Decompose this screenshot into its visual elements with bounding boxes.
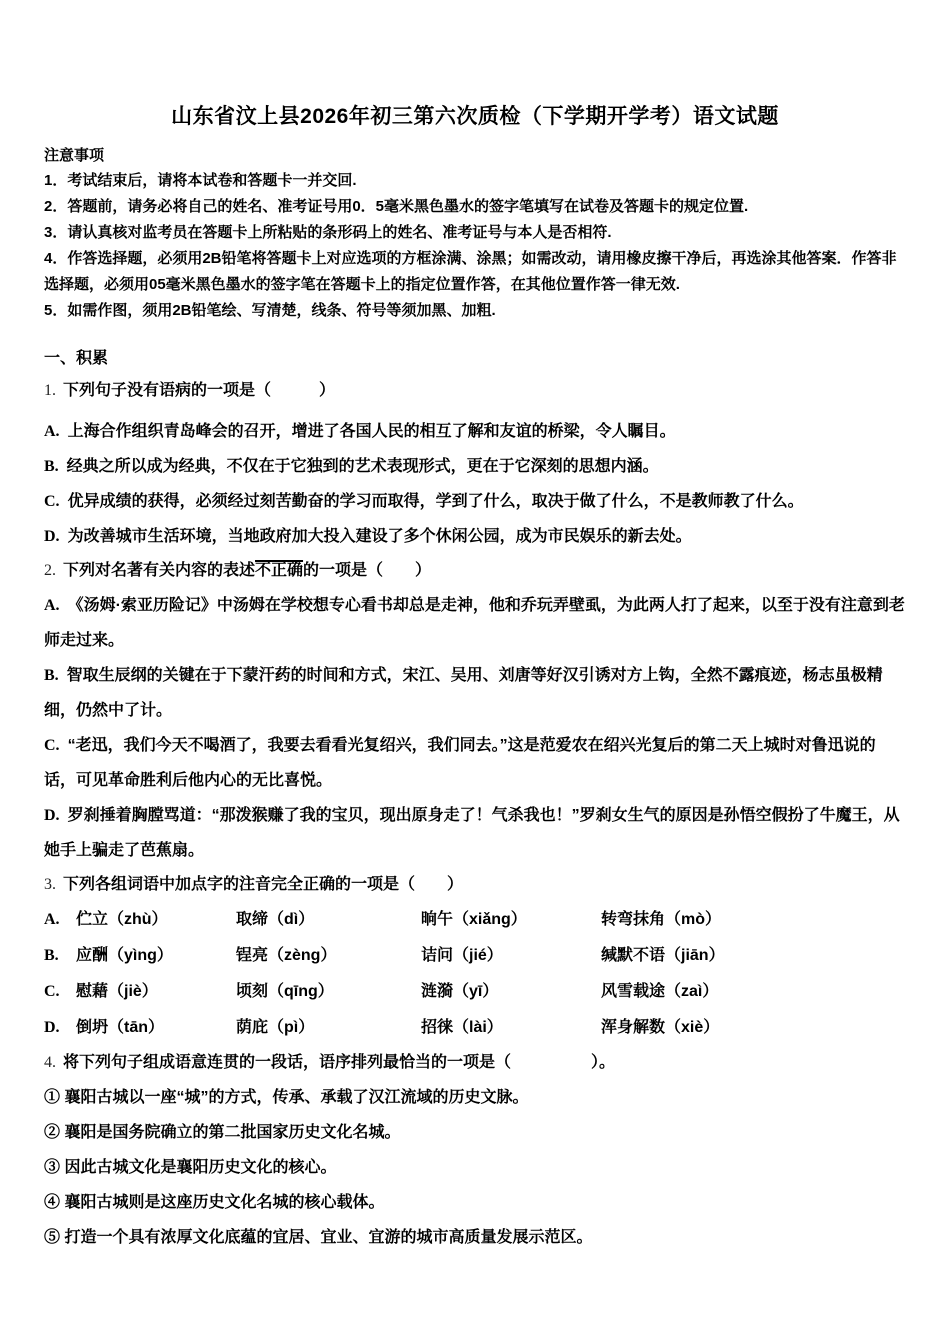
question-1-stem (44, 374, 906, 408)
question-2-option-b (44, 658, 906, 728)
pinyin-cell: 诘问（jié） (421, 947, 503, 964)
option-text: 智取生辰纲的关键在于下蒙汗药的时间和方式，宋江、吴用、刘唐等好汉引诱对方上钩，全然不露痕迹，杨志虽极精细，仍然中了计。 (44, 667, 883, 719)
row-label-c: C. (44, 983, 60, 1000)
pinyin-cell: 招徕（lài） (421, 1019, 503, 1036)
option-label-d: D. (44, 807, 60, 824)
question-3-row-c (44, 974, 906, 1010)
option-text: 优异成绩的获得，必须经过刻苦勤奋的学习而取得，学到了什么，取决于做了什么，不是教师教了什么。 (67, 493, 804, 510)
question-3-row-b (44, 938, 906, 974)
row-label-d: D. (44, 1019, 60, 1036)
row-label-a: A. (44, 911, 60, 928)
pinyin-cell: 伫立（zhù） (76, 911, 168, 928)
option-text: 罗刹捶着胸膛骂道：“那泼猴赚了我的宝贝，现出原身走了！气杀我也！”罗刹女生气的原因是孙悟空假扮了牛魔王，从她手上骗走了芭蕉扇。 (44, 807, 900, 859)
option-text: “老迅，我们今天不喝酒了，我要去看看光复绍兴，我们同去。”这是范爱农在绍兴光复后的第二天上城时对鲁迅说的话，可见革命胜利后他内心的无比喜悦。 (44, 737, 876, 789)
notice-heading: 注意事项 (44, 147, 105, 164)
option-label-b: B. (44, 458, 59, 475)
question-4-sentence-4: ④ 襄阳古城则是这座历史文化名城的核心载体。 (44, 1194, 385, 1211)
pinyin-cell: 顷刻（qīng） (236, 983, 334, 1000)
section-heading: 一、积累 (44, 350, 109, 367)
option-text: 为改善城市生活环境，当地政府加大投入建设了多个休闲公园，成为市民娱乐的新去处。 (67, 528, 692, 545)
question-3-text: 下列各组词语中加点字的注音完全正确的一项是（ ） (63, 876, 464, 893)
question-2-emphasis: 不正确 (255, 562, 304, 579)
notice-item-1: 1．考试结束后，请将本试卷和答题卡一并交回. (44, 172, 357, 189)
option-label-c: C. (44, 493, 60, 510)
pinyin-cell: 取缔（dì） (236, 911, 315, 928)
pinyin-cell: 荫庇（pì） (236, 1019, 315, 1036)
question-2-text-suffix: 的一项是（ ） (303, 562, 432, 579)
question-1-option-d (44, 519, 906, 554)
question-4-sentence-3: ③ 因此古城文化是襄阳历史文化的核心。 (44, 1159, 337, 1176)
pinyin-cell: 倒坍（tān） (76, 1019, 165, 1036)
pinyin-cell: 风雪载途（zaì） (601, 983, 719, 1000)
question-2-stem (44, 554, 906, 588)
notice-section (44, 144, 906, 324)
question-2-text-prefix: 下列对名著有关内容的表述 (63, 562, 256, 579)
option-label-a: A. (44, 597, 60, 614)
question-2-option-c (44, 728, 906, 798)
pinyin-cell: 转弯抹角（mò） (601, 911, 722, 928)
question-4-sentence-5: ⑤ 打造一个具有浓厚文化底蕴的宜居、宜业、宜游的城市高质量发展示范区。 (44, 1229, 593, 1246)
option-label-d: D. (44, 528, 60, 545)
pinyin-cell: 浑身解数（xiè） (601, 1019, 720, 1036)
notice-item-5: 5．如需作图，须用2B铅笔绘、写清楚，线条、符号等须加黑、加粗. (44, 302, 496, 319)
option-label-a: A. (44, 423, 60, 440)
notice-item-3: 3．请认真核对监考员在答题卡上所粘贴的条形码上的姓名、准考证号与本人是否相符. (44, 224, 612, 241)
option-text: 经典之所以成为经典，不仅在于它独到的艺术表现形式，更在于它深刻的思想内涵。 (66, 458, 659, 475)
question-1-text: 下列句子没有语病的一项是（ ） (63, 382, 336, 399)
pinyin-cell: 涟漪（yī） (421, 983, 499, 1000)
question-3-row-a (44, 902, 906, 938)
question-4-number: 4. (44, 1054, 56, 1071)
question-4-sentence-2: ② 襄阳是国务院确立的第二批国家历史文化名城。 (44, 1124, 401, 1141)
question-1-option-b (44, 449, 906, 484)
question-4-stem (44, 1046, 906, 1080)
question-1-number: 1. (44, 382, 56, 399)
question-3-row-d (44, 1010, 906, 1046)
question-4-sentence-1: ① 襄阳古城以一座“城”的方式，传承、承载了汉江流域的历史文脉。 (44, 1089, 529, 1106)
page-title: 山东省汶上县2026年初三第六次质检（下学期开学考）语文试题 (171, 105, 779, 128)
pinyin-cell: 晌午（xiǎng） (421, 911, 527, 928)
notice-item-4: 4．作答选择题，必须用2B铅笔将答题卡上对应选项的方框涂满、涂黑；如需改动，请用橡皮擦干净后，再选涂其他答案．作答非选择题，必须用05毫米黑色墨水的签字笔在答题卡上的指定位置作答，在其他位置作答一律无效. (44, 250, 897, 293)
pinyin-cell: 缄默不语（jiān） (601, 947, 725, 964)
question-1-option-a (44, 414, 906, 449)
row-label-b: B. (44, 947, 59, 964)
pinyin-cell: 锃亮（zèng） (236, 947, 337, 964)
option-label-b: B. (44, 667, 59, 684)
question-3-number: 3. (44, 876, 56, 893)
question-2-number: 2. (44, 562, 56, 579)
option-text: 《汤姆·索亚历险记》中汤姆在学校想专心看书却总是走神，他和乔玩弄壁虱，为此两人打了起来，以至于没有注意到老师走过来。 (44, 597, 905, 649)
question-2-option-d (44, 798, 906, 868)
option-label-c: C. (44, 737, 60, 754)
notice-item-2: 2．答题前，请务必将自己的姓名、准考证号用0．5毫米黑色墨水的签字笔填写在试卷及答题卡的规定位置. (44, 198, 749, 215)
option-text: 上海合作组织青岛峰会的召开，增进了各国人民的相互了解和友谊的桥梁，令人瞩目。 (67, 423, 676, 440)
question-4-text: 将下列句子组成语意连贯的一段话，语序排列最恰当的一项是（ ）。 (63, 1054, 616, 1071)
pinyin-cell: 应酬（yìng） (76, 947, 173, 964)
pinyin-cell: 慰藉（jiè） (76, 983, 158, 1000)
section-accumulation (44, 344, 906, 1255)
question-3-stem (44, 868, 906, 902)
question-2-option-a (44, 588, 906, 658)
question-1-option-c (44, 484, 906, 519)
